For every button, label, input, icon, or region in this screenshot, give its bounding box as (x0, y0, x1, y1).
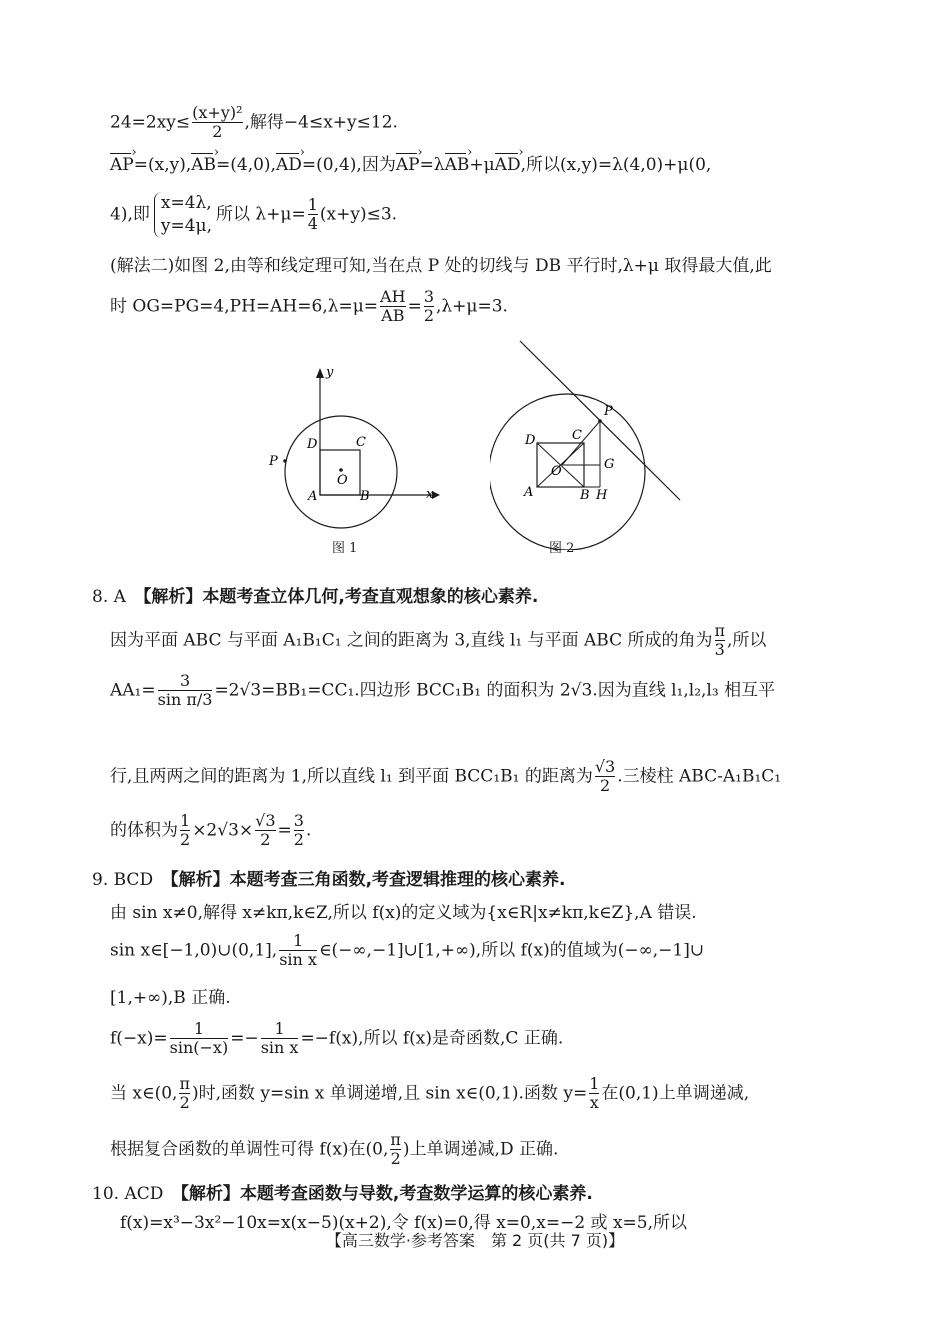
fraction (595, 758, 615, 796)
denominator: 2 (595, 776, 615, 795)
numerator: π (390, 1130, 401, 1149)
numerator: 1 (193, 1019, 204, 1038)
point-p (598, 419, 602, 423)
denominator: sin π/3 (157, 690, 213, 710)
denominator: 4 (307, 214, 318, 234)
fraction (170, 1020, 229, 1058)
answer-label: 10. ACD (92, 1184, 164, 1204)
text: =−f(x),所以 f(x)是奇函数,C 正确. (300, 1028, 564, 1049)
fraction (589, 1075, 599, 1113)
vector-ad: AD › (276, 155, 302, 175)
text: 行,且两两之间的距离为 1,所以直线 l₁ 到平面 BCC₁B₁ 的距离为 (110, 766, 593, 787)
text: f(−x)= (110, 1028, 168, 1049)
label-b: B (360, 489, 370, 504)
point-p (283, 459, 287, 463)
text: =(0,4),因为 (301, 155, 396, 175)
text: = (407, 296, 422, 317)
text: ,λ+μ=3. (436, 296, 508, 317)
numerator: AH (380, 287, 406, 306)
label-d: D (525, 433, 536, 448)
text: 所以 λ+μ= (215, 204, 306, 225)
fraction (424, 288, 434, 326)
text: )时,函数 y=sin x 单调递增,且 sin x∈(0,1).函数 y= (191, 1083, 588, 1104)
fraction (380, 288, 406, 326)
vector-ap: AP › (396, 155, 420, 175)
q9-heading (92, 870, 566, 890)
denominator: 2 (293, 830, 304, 850)
text: 时 OG=PG=4,PH=AH=6,λ=μ= (110, 296, 379, 317)
denominator: sin x (260, 1038, 299, 1058)
fraction (261, 1020, 299, 1058)
q8-line-4 (110, 812, 311, 850)
equation-system (154, 192, 212, 238)
label-a: A (308, 489, 318, 504)
numerator: 3 (423, 287, 434, 306)
fraction (279, 932, 317, 970)
analysis-tag: 【解析】本题考查立体几何,考查直观想象的核心素养. (142, 587, 539, 607)
label-d: D (307, 437, 318, 452)
text: ,所以(x,y)=λ(4,0)+μ(0, (520, 155, 712, 175)
denominator: AB (381, 306, 405, 326)
text: =λ (419, 155, 445, 175)
derivation-line-3 (110, 192, 397, 238)
numerator: π (714, 621, 726, 640)
numerator: 3 (293, 811, 304, 830)
figure-1-diagram (260, 360, 450, 535)
fraction (308, 196, 318, 234)
numerator: 1 (589, 1074, 600, 1093)
vector-ap: AP › (110, 155, 134, 175)
fraction (255, 812, 275, 850)
equation: x=4λ, (160, 193, 212, 213)
q9-line-6 (110, 1131, 558, 1169)
text: sin x∈[−1,0)∪(0,1], (110, 940, 278, 961)
text: ∈(−∞,−1]∪[1,+∞),所以 f(x)的值域为(−∞,−1]∪ (318, 940, 705, 961)
figure-1-caption: 图 1 (332, 541, 358, 556)
text: (x,y), (147, 155, 192, 175)
circle (285, 416, 397, 528)
analysis-tag: 【解析】本题考查函数与导数,考查数学运算的核心素养. (180, 1184, 593, 1204)
fraction (390, 1131, 401, 1169)
figure-2-caption: 图 2 (549, 541, 575, 556)
text: 的体积为 (110, 820, 178, 841)
text: 4),即 (110, 204, 150, 225)
label-x: x (426, 487, 434, 502)
figure-2-diagram (490, 335, 690, 550)
equation: y=4μ, (160, 215, 212, 236)
text: +μ (469, 155, 495, 175)
numerator: π (179, 1074, 190, 1093)
text: (x+y)≤3. (319, 204, 398, 225)
q8-line-2 (110, 672, 775, 710)
text: ×2√3× (192, 820, 254, 841)
vector-ad: AD › (495, 155, 521, 175)
q9-line-2 (110, 932, 704, 970)
text: AA₁= (110, 680, 156, 701)
analysis-tag: 【解析】本题考查三角函数,考查逻辑推理的核心素养. (170, 870, 566, 890)
q9-line-3: [1,+∞),B 正确. (110, 988, 231, 1008)
text: ,解得−4≤x+y≤12. (244, 112, 398, 133)
vector-ab: AB › (191, 155, 216, 175)
fraction (192, 104, 242, 142)
text: )上单调递减,D 正确. (402, 1139, 559, 1160)
denominator: 2 (179, 1093, 190, 1113)
numerator: 1 (180, 811, 191, 830)
numerator: √3 (594, 757, 616, 776)
text: .三棱柱 ABC-A₁B₁C₁ (617, 766, 782, 787)
denominator: 3 (714, 640, 725, 660)
numerator: √3 (255, 811, 276, 830)
numerator: 1 (307, 195, 318, 215)
derivation-line-5 (110, 288, 508, 326)
label-g: G (604, 457, 615, 472)
label-a: A (524, 485, 534, 500)
label-o: O (551, 464, 562, 479)
point-o (339, 468, 343, 472)
y-axis-arrow (316, 368, 324, 378)
derivation-line-2: AP ›=(x,y),AB ›=(4,0),AD ›=(0,4),因为AP ›=λAB ›+μAD ›,所以(x,y)=λ(4,0)+μ(0, (110, 155, 711, 175)
method-two-line: (解法二)如图 2,由等和线定理可知,当在点 P 处的切线与 DB 平行时,λ+μ 取得最大值,此 (110, 256, 772, 276)
denominator: sin x (279, 950, 317, 970)
fraction (180, 812, 190, 850)
text: = (277, 820, 292, 841)
text: . (305, 820, 312, 841)
answer-label: 9. BCD (92, 870, 154, 890)
q8-line-1 (110, 622, 766, 660)
fraction (294, 812, 304, 850)
numerator: 3 (179, 671, 191, 690)
text: 根据复合函数的单调性可得 f(x)在(0, (110, 1139, 389, 1160)
label-h: H (596, 488, 608, 503)
denominator: sin(−x) (169, 1038, 229, 1058)
label-c: C (572, 428, 582, 443)
q10-line-1: f(x)=x³−3x²−10x=x(x−5)(x+2),令 f(x)=0,得 x=0,x=−2 或 x=5,所以 (120, 1213, 687, 1233)
text: ,所以 (727, 630, 767, 651)
numerator: (x+y)² (192, 103, 243, 122)
vector-ab: AB › (445, 155, 470, 175)
q8-line-3 (110, 758, 781, 796)
label-o: O (337, 473, 348, 488)
q9-line-5 (110, 1075, 749, 1113)
text: 当 x∈(0, (110, 1083, 178, 1104)
text: =− (230, 1028, 259, 1049)
label-c: C (356, 435, 366, 450)
numerator: 1 (292, 931, 304, 950)
text: 24=2xy≤ (110, 112, 191, 133)
denominator: 2 (390, 1149, 401, 1169)
label-p: P (604, 404, 613, 419)
label-b: B (580, 488, 590, 503)
page-footer: 【高三数学·参考答案 第 2 页(共 7 页)】 (325, 1231, 625, 1250)
q8-heading (92, 587, 538, 607)
fraction (179, 1075, 190, 1113)
answer-label: 8. A (92, 587, 126, 607)
denominator: 2 (180, 830, 191, 850)
denominator: 2 (255, 830, 275, 849)
derivation-line-1 (110, 104, 398, 142)
q9-line-1: 由 sin x≠0,解得 x≠kπ,k∈Z,所以 f(x)的定义域为{x∈R|x≠kπ,k∈Z},A 错误. (110, 903, 697, 923)
q10-heading (92, 1184, 593, 1204)
text: 因为平面 ABC 与平面 A₁B₁C₁ 之间的距离为 3,直线 l₁ 与平面 ABC 所成的角为 (110, 630, 713, 651)
denominator: 2 (423, 306, 434, 326)
numerator: 1 (274, 1019, 285, 1038)
denominator: 2 (192, 122, 242, 141)
text: =2√3=BB₁=CC₁.四边形 BCC₁B₁ 的面积为 2√3.因为直线 l₁,l₂,l₃ 相互平 (214, 680, 776, 701)
denominator: x (589, 1093, 599, 1113)
label-p: P (269, 454, 278, 469)
label-y: y (326, 365, 334, 380)
text: 在(0,1)上单调递减, (601, 1083, 750, 1104)
q9-line-4 (110, 1020, 563, 1058)
text: =(4,0), (216, 155, 276, 175)
fraction (715, 622, 726, 660)
fraction (158, 672, 213, 710)
